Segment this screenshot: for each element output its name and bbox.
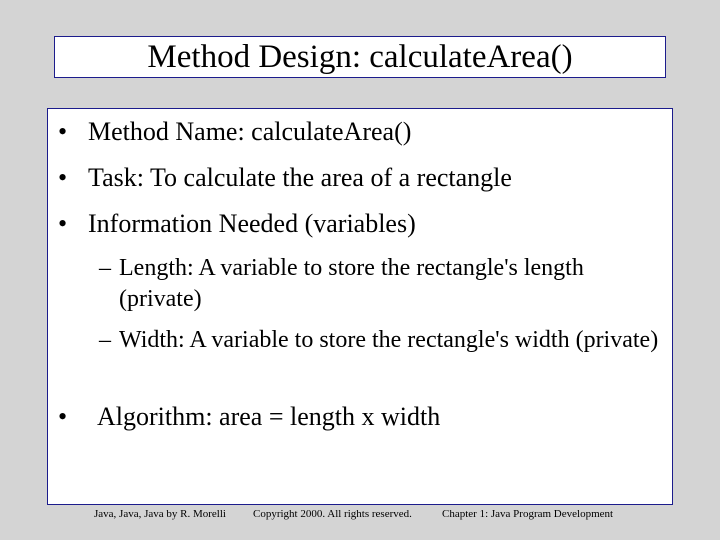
slide-footer [0,508,720,524]
sub-bullet-dash: – [99,255,111,281]
bullet-text: Task: To calculate the area of a rectangle [88,163,512,192]
bullet-dot: • [58,402,68,431]
bullet-text: Information Needed (variables) [88,209,416,238]
sub-bullet-dash: – [99,327,111,353]
footer-book: Java, Java, Java by R. Morelli [94,508,226,520]
bullet-dot: • [58,209,68,238]
footer-copyright: Copyright 2000. All rights reserved. [253,508,412,520]
bullet-dot: • [58,117,68,146]
footer-chapter: Chapter 1: Java Program Development [442,508,614,520]
slide-title [54,36,666,78]
slide-title-text: Method Design: calculateArea() [147,38,573,75]
sub-bullet-text: Width: A variable to store the rectangle's width (private) [119,327,659,353]
bullet-text: Algorithm: area = length x width [97,402,441,431]
bullet-dot: • [58,163,68,192]
sub-bullet-text: Length: A variable to store the rectangle's length (private) [119,255,584,312]
bullet-text: Method Name: calculateArea() [88,117,412,146]
